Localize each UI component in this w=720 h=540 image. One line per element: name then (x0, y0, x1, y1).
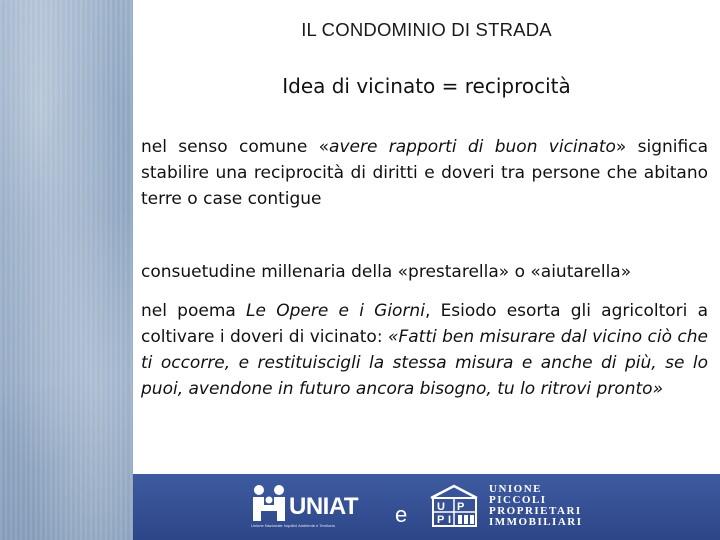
paragraph-italic: avere rapporti di buon vicinato (329, 137, 616, 157)
slide-subtitle: Idea di vicinato = reciprocità (282, 74, 571, 98)
paragraph-text: consuetudine millenaria della «prestarella» o «aiutarella» (141, 262, 632, 282)
uppi-name-line: UNIONE (489, 483, 543, 495)
side-decorative-panel (0, 0, 133, 540)
uppi-letter: I (448, 514, 452, 526)
uppi-name-line: PICCOLI (489, 494, 547, 506)
uppi-name (489, 484, 583, 528)
slide-title: IL CONDOMINIO DI STRADA (301, 19, 552, 40)
paragraph-hesiod (141, 298, 708, 402)
uppi-logo (427, 484, 482, 528)
uppi-letter: P (457, 501, 465, 513)
uppi-house-icon (427, 484, 482, 528)
uniat-family-icon (251, 484, 287, 522)
work-title: Le Opere e i Giorni (246, 301, 425, 321)
uppi-name-line: IMMOBILIARI (489, 516, 583, 528)
uppi-letter: U (437, 501, 445, 513)
uniat-logo (251, 482, 381, 530)
uniat-label: UNIAT (289, 493, 359, 520)
hesiod-quote: «Fatti ben misurare dal vicino ciò che ti occorre, e restituiscigli la stessa misura e anche di più, se lo puoi, avendone in futuro ancora bisogno, tu lo ritrovi pronto» (141, 327, 708, 399)
paragraph-common-sense (141, 134, 708, 212)
paragraph-custom (141, 259, 708, 285)
conjunction-text: e (395, 502, 408, 527)
paragraph-text: nel poema (141, 301, 247, 321)
uniat-caption: Unione Nazionale Inquilini Ambiente e Territorio (251, 523, 335, 528)
uppi-name-line: PROPRIETARI (489, 505, 582, 517)
paragraph-text: nel senso comune « (141, 137, 330, 157)
paragraph-text: » significa stabilire una reciprocità di diritti e doveri tra persone che abitano terre o case contigue (141, 137, 709, 209)
footer-logo-bar (133, 474, 720, 540)
uppi-letter: P (437, 514, 445, 526)
paragraph-text: , Esiodo esorta gli agricoltori a coltivare i doveri di vicinato: (141, 301, 709, 347)
